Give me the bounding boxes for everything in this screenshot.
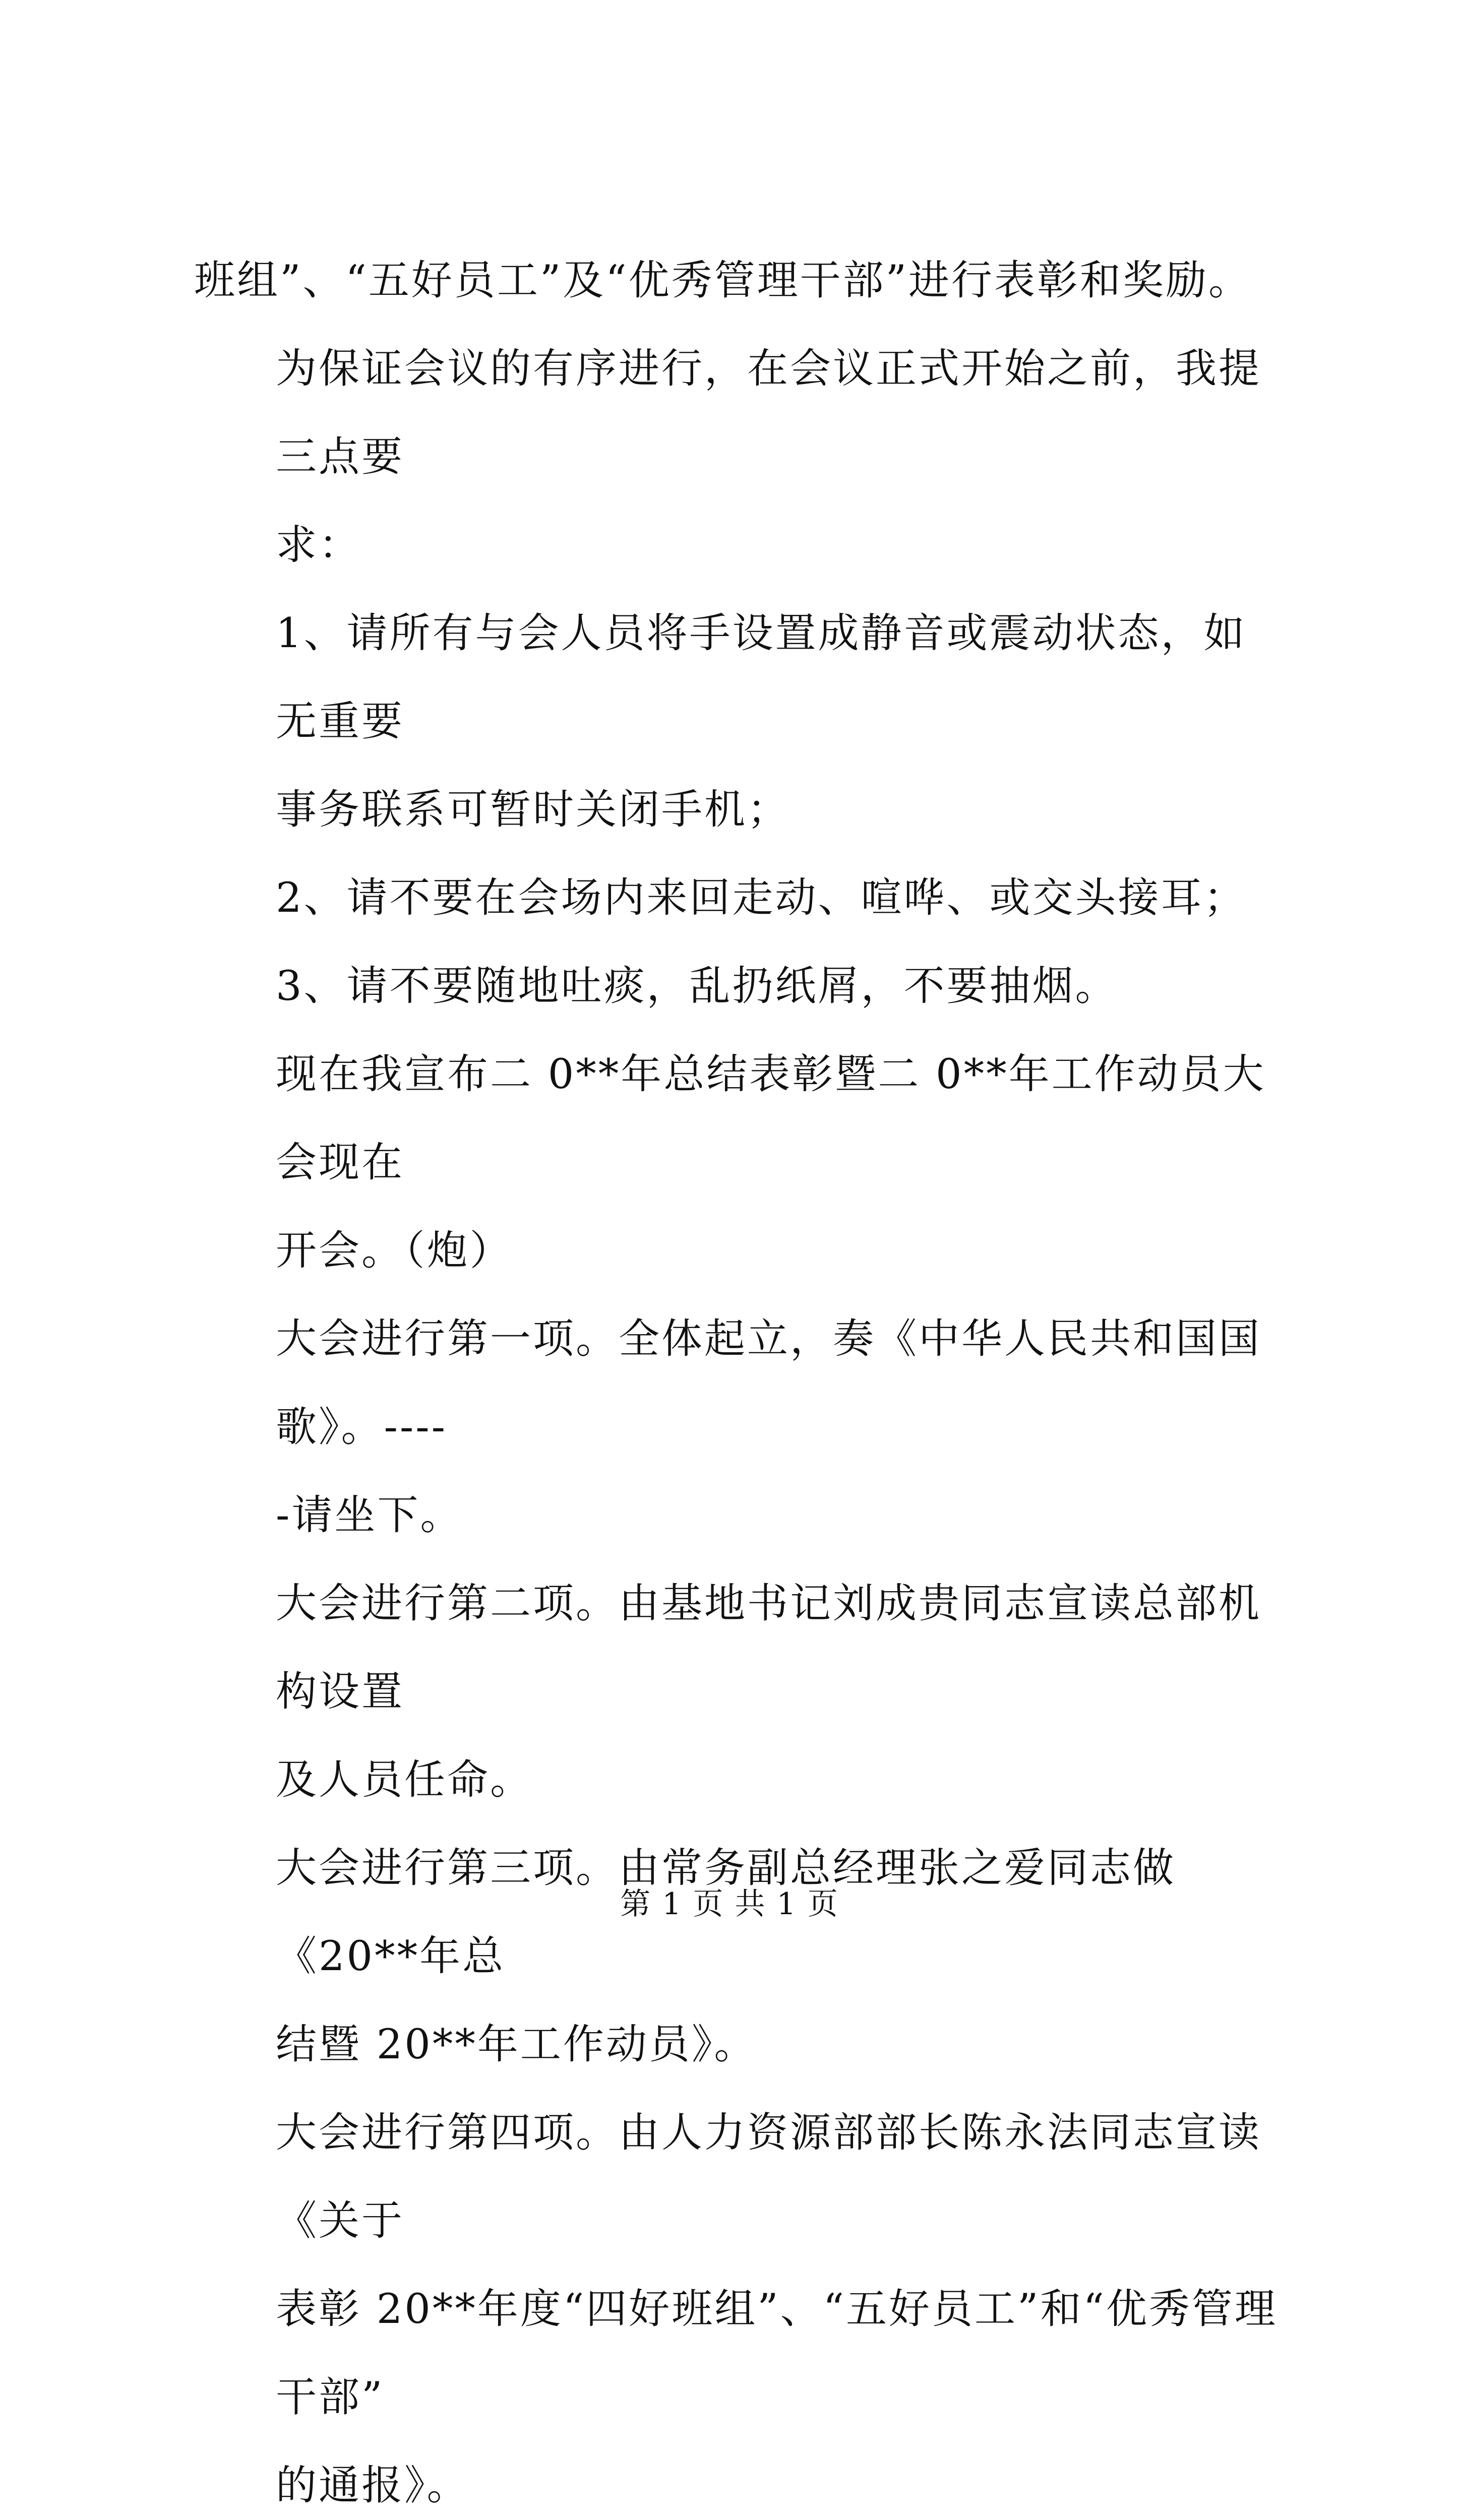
paragraph-9: 大会进行第三项。由常务副总经理张之爱同志做《20**年总 结暨 20**年工作动员》。 bbox=[276, 1845, 1176, 2068]
paragraph-6: 现在我宣布二 0**年总结表彰暨二 0**年工作动员大会现在 开会。（炮） bbox=[276, 1051, 1266, 1275]
page-footer: 第 1 页 共 1 页 bbox=[620, 1886, 839, 1922]
paragraph-3: 1、请所有与会人员将手设置成静音或震动状态，如无重要 事务联系可暂时关闭手机； bbox=[276, 610, 1247, 834]
paragraph-1: 班组”、“五好员工”及“优秀管理干部”进行表彰和奖励。 bbox=[194, 257, 1252, 304]
paragraph-8: 大会进行第二项。由基地书记刘成贵同志宣读总部机构设置 及人员任命。 bbox=[276, 1580, 1262, 1804]
document-body bbox=[194, 237, 1278, 2520]
paragraph-7: 大会进行第一项。全体起立，奏《中华人民共和国国歌》。---- -请坐下。 bbox=[276, 1315, 1262, 1539]
paragraph-4: 2、请不要在会场内来回走动、喧哗、或交头接耳； bbox=[276, 874, 1247, 922]
paragraph-2: 为保证会议的有序进行，在会议正式开始之前，我提三点要 求： bbox=[276, 345, 1262, 569]
paragraph-10: 大会进行第四项。由人力资源部部长陈永法同志宣读《关于 表彰 20**年度“四好班组”、“五好员工”和“优秀管理干部” 的通报》。 bbox=[276, 2109, 1278, 2509]
paragraph-5: 3、请不要随地吐痰，乱扔纸屑，不要抽烟。 bbox=[276, 963, 1118, 1010]
